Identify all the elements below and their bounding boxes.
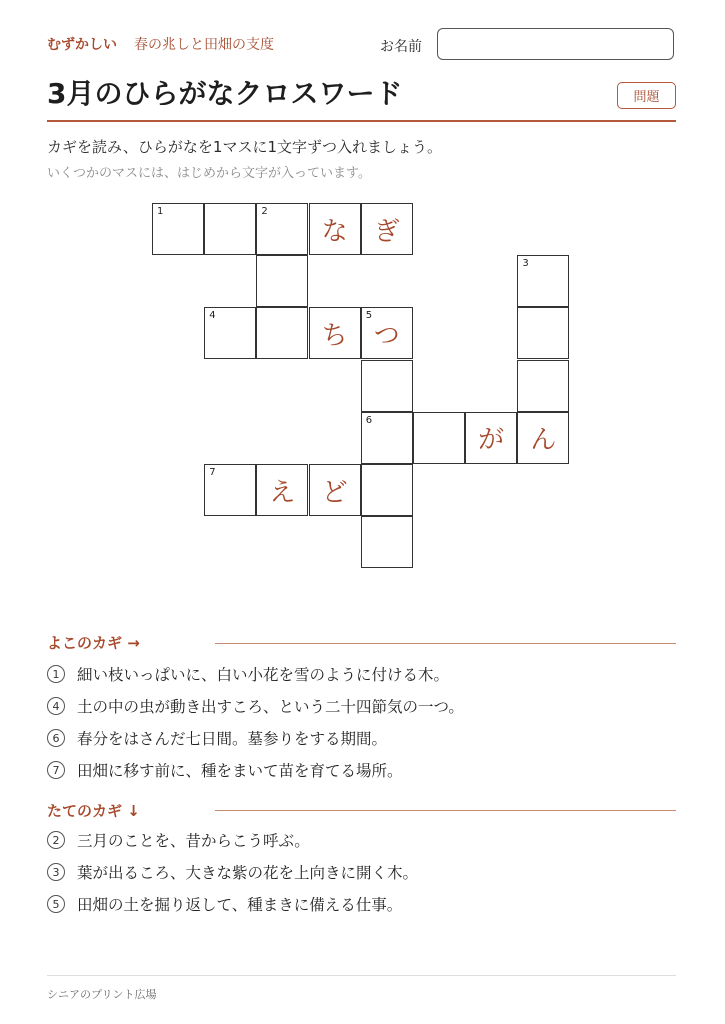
clue-number: 3 (47, 863, 65, 881)
grid-cell-letter: な (321, 216, 348, 247)
grid-cell-number: 7 (209, 467, 216, 478)
clue-text: 葉が出るころ、大きな紫の花を上向きに開く木。 (77, 864, 419, 882)
name-field[interactable] (437, 28, 674, 60)
across-heading: よこのカギ → (47, 634, 140, 652)
grid-cell-letter: え (269, 477, 296, 508)
clue-number: 2 (47, 831, 65, 849)
clue-text: 田畑に移す前に、種をまいて苗を育てる場所。 (77, 762, 403, 780)
grid-cell[interactable] (309, 464, 361, 516)
grid-cell[interactable] (361, 203, 413, 255)
clue-number: 6 (47, 729, 65, 747)
clue-item (47, 893, 402, 915)
grid-cell[interactable] (204, 464, 256, 516)
grid-cell-letter: つ (373, 320, 400, 351)
instructions-main: カギを読み、ひらがなを1マスに1文字ずつ入れましょう。 (47, 138, 442, 156)
clue-item (47, 695, 464, 717)
grid-cell[interactable] (361, 307, 413, 359)
grid-cell-number: 3 (522, 258, 529, 270)
down-heading: たてのカギ ↓ (47, 802, 140, 820)
grid-cell[interactable] (204, 307, 256, 359)
clue-item (47, 829, 310, 851)
footer-divider (47, 975, 676, 976)
grid-cell[interactable] (309, 307, 361, 359)
grid-cell-letter: ぎ (373, 216, 400, 247)
clue-text: 三月のことを、昔からこう呼ぶ。 (77, 832, 310, 850)
instructions-sub: いくつかのマスには、はじめから文字が入っています。 (47, 166, 371, 181)
grid-cell-number: 2 (261, 206, 268, 217)
clue-text: 田畑の土を掘り返して、種まきに備える仕事。 (77, 896, 403, 914)
grid-cell[interactable] (309, 203, 361, 255)
grid-cell[interactable] (517, 307, 569, 359)
grid-cell-number: 5 (365, 310, 373, 322)
grid-cell[interactable] (256, 307, 308, 359)
grid-cell[interactable] (465, 412, 517, 464)
grid-cell-letter: が (478, 425, 505, 456)
clue-item (47, 861, 418, 883)
problem-badge: 問題 (617, 82, 676, 109)
grid-cell-number: 6 (365, 414, 373, 426)
grid-cell[interactable] (517, 255, 569, 307)
clue-text: 春分をはさんだ七日間。墓参りをする期間。 (77, 730, 388, 748)
grid-cell[interactable] (361, 516, 413, 568)
grid-cell[interactable] (256, 464, 308, 516)
page-title: 3月のひらがなクロスワード (47, 77, 403, 110)
clue-text: 土の中の虫が動き出すころ、という二十四節気の一つ。 (77, 698, 464, 716)
grid-cell-letter: ど (321, 477, 348, 508)
grid-cell[interactable] (361, 412, 413, 464)
grid-cell-letter: ん (530, 425, 557, 456)
down-divider (215, 810, 676, 811)
grid-cell-letter: ち (321, 320, 348, 351)
grid-cell[interactable] (256, 255, 308, 307)
grid-cell-number: 1 (157, 206, 164, 217)
grid-cell[interactable] (152, 203, 204, 255)
grid-cell[interactable] (256, 203, 308, 255)
grid-cell[interactable] (517, 360, 569, 412)
clue-item (47, 759, 403, 781)
theme-subtitle: 春の兆しと田畑の支度 (134, 37, 274, 53)
grid-cell[interactable] (361, 360, 413, 412)
grid-cell[interactable] (413, 412, 465, 464)
name-label: お名前 (380, 39, 422, 55)
clue-item (47, 727, 387, 749)
title-divider (47, 120, 676, 122)
grid-cell[interactable] (517, 412, 569, 464)
across-divider (215, 643, 676, 644)
clue-text: 細い枝いっぱいに、白い小花を雪のように付ける木。 (77, 666, 450, 684)
clue-number: 1 (47, 665, 65, 683)
footer-credit: シニアのプリント広場 (47, 988, 157, 1001)
grid-cell[interactable] (361, 464, 413, 516)
clue-number: 7 (47, 761, 65, 779)
difficulty-label: むずかしい (47, 37, 117, 53)
grid-cell-number: 4 (209, 310, 216, 322)
grid-cell[interactable] (204, 203, 256, 255)
clue-item (47, 663, 449, 685)
clue-number: 5 (47, 895, 65, 913)
clue-number: 4 (47, 697, 65, 715)
